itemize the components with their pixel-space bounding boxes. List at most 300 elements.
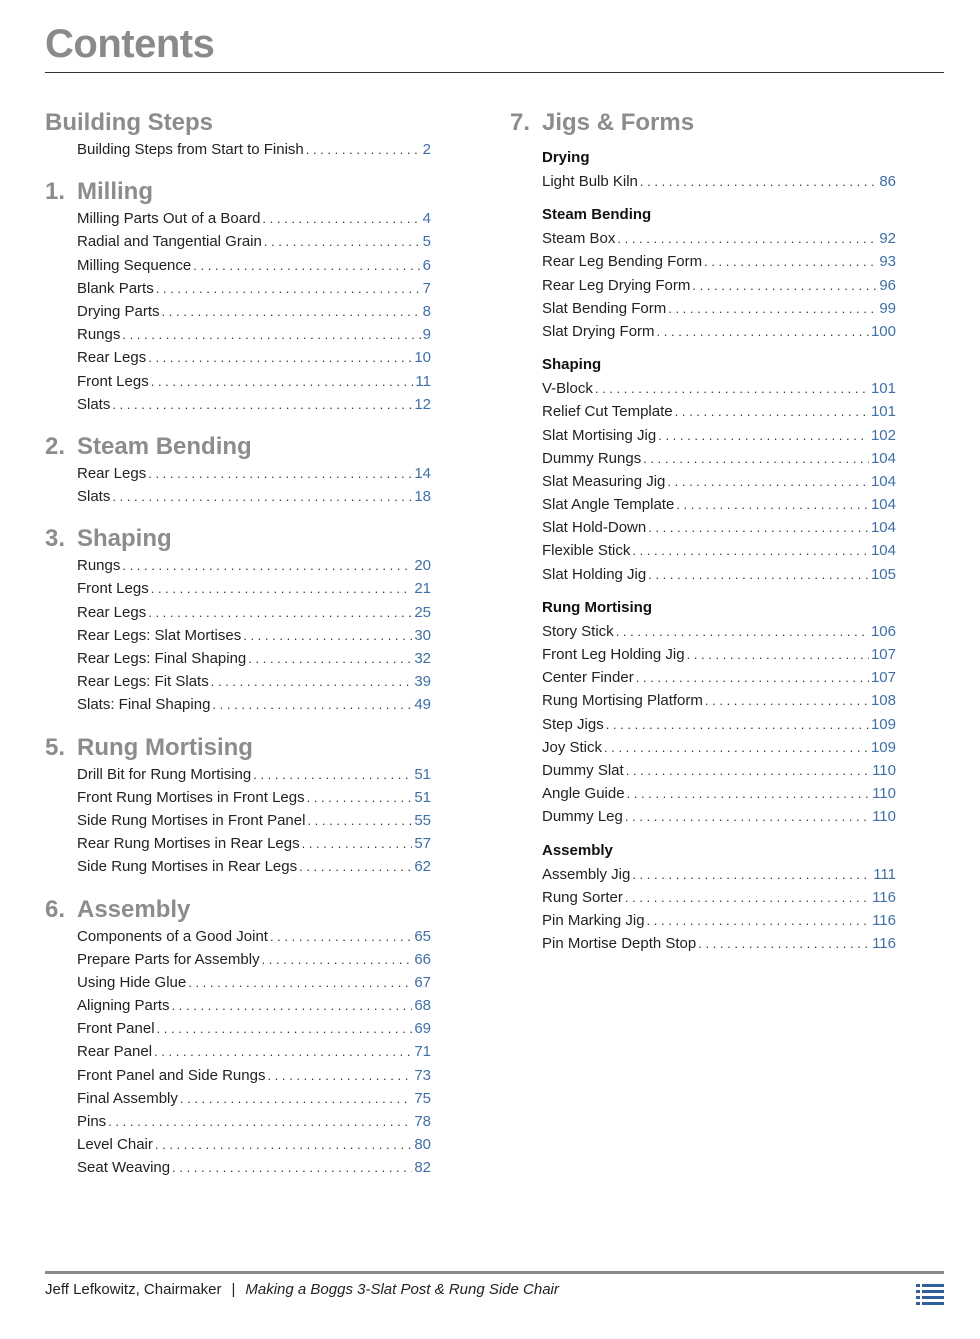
- dot-leader: [267, 1064, 412, 1087]
- toc-entry-label: Rear Legs: [77, 349, 147, 367]
- toc-entry-page[interactable]: 78: [414, 1113, 431, 1130]
- toc-entry-label: Rung Sorter: [542, 888, 623, 906]
- dot-leader: [151, 577, 413, 600]
- toc-entry-label: Drying Parts: [77, 302, 160, 320]
- toc-entry-label: Front Legs: [77, 372, 149, 390]
- toc-entry-page[interactable]: 93: [879, 253, 896, 271]
- dot-leader: [632, 539, 869, 562]
- toc-entry[interactable]: [77, 809, 431, 832]
- section-heading[interactable]: [45, 895, 431, 925]
- toc-entry[interactable]: [542, 424, 896, 447]
- toc-entry[interactable]: [542, 320, 896, 343]
- toc-entry[interactable]: [542, 563, 896, 586]
- toc-entry-label: Rear Legs: [77, 464, 147, 482]
- toc-entry-label: Slat Measuring Jig: [542, 472, 666, 490]
- dot-leader: [687, 643, 869, 666]
- toc-entry[interactable]: [77, 971, 431, 994]
- dot-leader: [299, 855, 412, 878]
- section-heading[interactable]: [45, 432, 431, 462]
- toc-entry[interactable]: [542, 666, 896, 689]
- dot-leader: [151, 370, 414, 393]
- toc-entry[interactable]: [542, 377, 896, 400]
- toc-entry[interactable]: [77, 462, 431, 485]
- toc-entry-page[interactable]: 71: [414, 1043, 431, 1061]
- toc-entry-page[interactable]: 102: [870, 426, 896, 444]
- footer-divider: [45, 1271, 944, 1274]
- toc-entry[interactable]: [542, 493, 896, 516]
- toc-entry-page[interactable]: 104: [870, 519, 896, 537]
- toc-entry[interactable]: [77, 693, 431, 716]
- dot-leader: [647, 909, 871, 932]
- toc-section: [45, 733, 431, 879]
- section-heading[interactable]: [45, 524, 431, 554]
- toc-entry[interactable]: [542, 400, 896, 423]
- dot-leader: [675, 400, 869, 423]
- section-groups: [510, 146, 896, 955]
- toc-entry[interactable]: [77, 948, 431, 971]
- toc-entry[interactable]: [77, 277, 431, 300]
- toc-entry[interactable]: [77, 855, 431, 878]
- dot-leader: [302, 832, 413, 855]
- toc-entry-page[interactable]: 25: [414, 603, 431, 621]
- dot-leader: [154, 1040, 412, 1063]
- section-title: Jigs & Forms: [542, 109, 695, 136]
- toc-entry-page[interactable]: 86: [879, 173, 896, 190]
- toc-entry-label: Center Finder: [542, 669, 634, 687]
- toc-entry-label: Rear Panel: [77, 1043, 153, 1061]
- toc-entry-page[interactable]: 82: [414, 1159, 431, 1177]
- toc-entry-page[interactable]: 104: [870, 472, 896, 490]
- toc-section: [45, 895, 431, 1180]
- dot-leader: [172, 994, 413, 1017]
- toc-entry-page[interactable]: 51: [414, 765, 431, 783]
- toc-entry-page[interactable]: 110: [872, 785, 896, 803]
- toc-entry-label: Drill Bit for Rung Mortising: [77, 765, 252, 783]
- toc-entry-page[interactable]: 21: [414, 580, 431, 598]
- dot-leader: [122, 554, 412, 577]
- toc-entry-label: Rear Legs: Fit Slats: [77, 673, 209, 691]
- toc-entry-page[interactable]: 116: [872, 935, 896, 953]
- footer-author: Jeff Lefkowitz, Chairmaker: [45, 1281, 222, 1298]
- dot-leader: [157, 1017, 413, 1040]
- dot-leader: [253, 763, 412, 786]
- toc-entry-label: Rear Rung Mortises in Rear Legs: [77, 835, 300, 853]
- toc-entry-page[interactable]: 55: [414, 811, 431, 829]
- toc-entry-page[interactable]: 65: [414, 927, 431, 945]
- toc-entry-page[interactable]: 80: [414, 1136, 431, 1154]
- toc-section: [45, 432, 431, 508]
- toc-entry-page[interactable]: 5: [422, 233, 431, 251]
- dot-leader: [306, 138, 421, 161]
- toc-entry-label: Slat Drying Form: [542, 322, 655, 340]
- dot-leader: [627, 782, 871, 805]
- dot-leader: [112, 393, 412, 416]
- toc-entry-label: Slat Holding Jig: [542, 565, 647, 583]
- toc-entry[interactable]: [77, 1133, 431, 1156]
- toc-entry-page[interactable]: 105: [870, 565, 896, 583]
- toc-entry-label: Rungs: [77, 326, 121, 344]
- dot-leader: [692, 274, 877, 297]
- dot-leader: [704, 250, 877, 273]
- dot-leader: [307, 809, 412, 832]
- toc-entry[interactable]: [542, 713, 896, 736]
- toc-entry-label: Side Rung Mortises in Front Panel: [77, 811, 306, 829]
- toc-entry[interactable]: [542, 886, 896, 909]
- toc-entry-label: Rear Legs: [77, 603, 147, 621]
- toc-entry-page[interactable]: 75: [414, 1089, 431, 1107]
- toc-entry-page[interactable]: 73: [414, 1066, 431, 1084]
- toc-entry-page[interactable]: 104: [870, 542, 896, 560]
- toc-entry-page[interactable]: 39: [414, 673, 431, 691]
- toc-subgroup: [542, 353, 896, 586]
- dot-leader: [657, 320, 869, 343]
- toc-entry-label: Front Legs: [77, 580, 149, 598]
- toc-entry-label: Final Assembly: [77, 1089, 178, 1107]
- toc-entry[interactable]: [542, 863, 896, 886]
- toc-entry[interactable]: [542, 932, 896, 955]
- section-entries: [45, 138, 431, 161]
- toc-entry[interactable]: [542, 805, 896, 828]
- toc-entry-page[interactable]: 109: [870, 715, 896, 733]
- toc-entry[interactable]: [77, 577, 431, 600]
- toc-entry-label: Dummy Leg: [542, 808, 623, 826]
- toc-section: [510, 108, 896, 955]
- toc-entry[interactable]: [77, 207, 431, 230]
- toc-entry-label: Pins: [77, 1113, 107, 1130]
- toc-entry[interactable]: [77, 601, 431, 624]
- toc-entry[interactable]: [77, 994, 431, 1017]
- section-entries: [45, 462, 431, 508]
- toc-entry-page[interactable]: 8: [422, 302, 431, 320]
- toc-entry-label: Rung Mortising Platform: [542, 692, 703, 710]
- toc-entry[interactable]: [77, 138, 431, 161]
- dot-leader: [108, 1110, 412, 1133]
- dot-leader: [212, 693, 412, 716]
- subgroup-heading[interactable]: Rung Mortising: [542, 598, 652, 616]
- toc-subgroup: [542, 839, 896, 956]
- section-entries: [45, 207, 431, 416]
- toc-entry[interactable]: [542, 170, 896, 193]
- subgroup-heading[interactable]: Drying: [542, 149, 590, 166]
- footer: [45, 1281, 559, 1298]
- dot-leader: [180, 1087, 412, 1110]
- toc-entry-label: Front Leg Holding Jig: [542, 646, 685, 663]
- toc-entry-label: Level Chair: [77, 1136, 153, 1154]
- dot-leader: [604, 736, 869, 759]
- toc-entry[interactable]: [77, 346, 431, 369]
- toc-entry[interactable]: [77, 1017, 431, 1040]
- subgroup-heading[interactable]: Shaping: [542, 356, 602, 374]
- dot-leader: [595, 377, 869, 400]
- section-number: 5.: [45, 733, 66, 761]
- toc-entry-page[interactable]: 116: [872, 911, 896, 929]
- toc-entry[interactable]: [542, 274, 896, 297]
- toc-entry-label: Milling Sequence: [77, 256, 192, 274]
- toc-entry[interactable]: [542, 620, 896, 643]
- toc-entry[interactable]: [542, 782, 896, 805]
- section-number: 1.: [45, 178, 66, 206]
- toc-entry-label: Slat Hold-Down: [542, 519, 647, 537]
- toc-entry-page[interactable]: 68: [414, 997, 431, 1015]
- dot-leader: [264, 230, 421, 253]
- toc-entry[interactable]: [542, 227, 896, 250]
- dot-leader: [262, 948, 413, 971]
- list-icon[interactable]: [916, 1284, 944, 1306]
- toc-entry-label: Blank Parts: [77, 279, 154, 297]
- toc-entry-label: Slats: [77, 395, 111, 413]
- dot-leader: [625, 886, 870, 909]
- dot-leader: [270, 925, 412, 948]
- toc-entry-page[interactable]: 20: [414, 557, 431, 575]
- dot-leader: [122, 323, 420, 346]
- toc-entry[interactable]: [77, 254, 431, 277]
- toc-entry-page[interactable]: 9: [422, 326, 431, 344]
- section-number: 3.: [45, 525, 66, 553]
- dot-leader: [648, 516, 869, 539]
- toc-entry-label: Slat Mortising Jig: [542, 426, 657, 444]
- section-title: Building Steps: [45, 109, 213, 136]
- toc-entry[interactable]: [542, 470, 896, 493]
- dot-leader: [211, 670, 413, 693]
- dot-leader: [676, 493, 869, 516]
- section-title: Rung Mortising: [77, 733, 253, 761]
- toc-left-column: [45, 108, 431, 1196]
- toc-entry[interactable]: [77, 1040, 431, 1063]
- dot-leader: [193, 254, 420, 277]
- section-title: Assembly: [77, 895, 191, 923]
- toc-entry-page[interactable]: 107: [870, 646, 896, 663]
- dot-leader: [636, 666, 869, 689]
- toc-entry-page[interactable]: 69: [414, 1020, 431, 1038]
- toc-entry-page[interactable]: 7: [422, 279, 431, 297]
- toc-entry-page[interactable]: 92: [879, 230, 896, 248]
- toc-entry-page[interactable]: 57: [414, 835, 431, 853]
- toc-entry[interactable]: [542, 447, 896, 470]
- dot-leader: [172, 1156, 412, 1179]
- toc-entry[interactable]: [542, 250, 896, 273]
- subgroup-heading[interactable]: Steam Bending: [542, 206, 652, 224]
- toc-entry[interactable]: [77, 624, 431, 647]
- toc-entry[interactable]: [77, 230, 431, 253]
- section-title: Steam Bending: [77, 432, 252, 460]
- toc-entry[interactable]: [77, 1064, 431, 1087]
- dot-leader: [617, 227, 877, 250]
- toc-entry-page[interactable]: 100: [870, 322, 896, 340]
- toc-entry-page[interactable]: 101: [870, 403, 896, 421]
- toc-entry-page[interactable]: 62: [414, 858, 431, 876]
- toc-entry[interactable]: [542, 297, 896, 320]
- toc-entry-page[interactable]: 51: [414, 788, 431, 806]
- section-heading[interactable]: [45, 108, 431, 138]
- dot-leader: [668, 297, 877, 320]
- section-heading[interactable]: [510, 108, 896, 138]
- toc-entry-label: Dummy Rungs: [542, 449, 642, 467]
- toc-entry-page[interactable]: 67: [414, 973, 431, 991]
- section-number: 2.: [45, 432, 66, 460]
- toc-entry[interactable]: [77, 763, 431, 786]
- section-entries: [45, 925, 431, 1180]
- dot-leader: [243, 624, 412, 647]
- toc-entry-page[interactable]: 2: [422, 141, 431, 158]
- toc-entry-label: Rear Legs: Slat Mortises: [77, 626, 242, 644]
- dot-leader: [148, 601, 412, 624]
- toc-entry-page[interactable]: 96: [879, 276, 896, 294]
- section-number: 7.: [510, 109, 531, 136]
- toc-entry[interactable]: [77, 300, 431, 323]
- toc-entry-label: Dummy Slat: [542, 761, 624, 779]
- section-heading[interactable]: [45, 733, 431, 763]
- toc-entry[interactable]: [77, 786, 431, 809]
- toc-entry-label: Angle Guide: [542, 785, 625, 803]
- section-entries: [45, 763, 431, 879]
- toc-entry-label: V-Block: [542, 380, 593, 398]
- toc-entry-page[interactable]: 111: [873, 865, 896, 883]
- section-entries: [45, 554, 431, 716]
- dot-leader: [148, 346, 412, 369]
- section-heading[interactable]: [45, 177, 431, 207]
- toc-entry-label: Slats: [77, 488, 111, 506]
- dot-leader: [626, 759, 870, 782]
- toc-entry-page[interactable]: 109: [870, 738, 896, 756]
- subgroup-heading[interactable]: Assembly: [542, 841, 613, 859]
- dot-leader: [307, 786, 413, 809]
- toc-entry-label: Radial and Tangential Grain: [77, 233, 262, 251]
- toc-entry[interactable]: [77, 323, 431, 346]
- toc-entry-page[interactable]: 4: [422, 210, 431, 228]
- toc-entry-page[interactable]: 14: [414, 464, 431, 482]
- toc-entry-label: Building Steps from Start to Finish: [77, 141, 304, 158]
- toc-entry[interactable]: [77, 1156, 431, 1179]
- section-title: Milling: [77, 178, 153, 206]
- toc-entry-page[interactable]: 32: [414, 650, 431, 667]
- toc-entry[interactable]: [542, 516, 896, 539]
- section-title: Shaping: [77, 525, 172, 553]
- toc-entry-page[interactable]: 10: [414, 349, 431, 367]
- toc-entry-label: Pin Marking Jig: [542, 911, 645, 929]
- toc-entry[interactable]: [542, 909, 896, 932]
- toc-entry-page[interactable]: 18: [414, 488, 431, 506]
- toc-entry-page[interactable]: 11: [415, 372, 431, 390]
- toc-entry-page[interactable]: 99: [879, 299, 896, 317]
- toc-entry[interactable]: [77, 832, 431, 855]
- dot-leader: [112, 485, 412, 508]
- toc-entry[interactable]: [77, 647, 431, 670]
- toc-entry-label: Assembly Jig: [542, 865, 631, 883]
- toc-entry-label: Relief Cut Template: [542, 403, 673, 421]
- dot-leader: [667, 470, 869, 493]
- page-title: Contents: [45, 22, 215, 66]
- toc-entry-page[interactable]: 12: [414, 395, 431, 413]
- toc-entry-label: Seat Weaving: [77, 1159, 171, 1177]
- toc-right-column: [510, 108, 896, 969]
- dot-leader: [640, 170, 877, 193]
- toc-entry-label: Rungs: [77, 557, 121, 575]
- toc-entry-page[interactable]: 66: [414, 950, 431, 968]
- toc-entry-page[interactable]: 49: [414, 696, 431, 714]
- dot-leader: [148, 462, 412, 485]
- toc-entry-page[interactable]: 106: [870, 622, 896, 640]
- toc-entry-page[interactable]: 116: [872, 888, 896, 906]
- toc-entry-label: Using Hide Glue: [77, 973, 187, 991]
- toc-entry-label: Rear Leg Drying Form: [542, 276, 691, 294]
- toc-entry-label: Story Stick: [542, 622, 614, 640]
- dot-leader: [632, 863, 871, 886]
- dot-leader: [616, 620, 869, 643]
- toc-entry-label: Front Panel: [77, 1020, 155, 1038]
- toc-entry[interactable]: [542, 539, 896, 562]
- toc-section: [45, 524, 431, 716]
- toc-entry[interactable]: [77, 554, 431, 577]
- toc-entry[interactable]: [77, 1087, 431, 1110]
- toc-entry-page[interactable]: 6: [422, 256, 431, 274]
- dot-leader: [698, 932, 870, 955]
- dot-leader: [705, 689, 869, 712]
- toc-entry-label: Pin Mortise Depth Stop: [542, 935, 697, 953]
- toc-subgroup: [542, 596, 896, 829]
- toc-entry[interactable]: [77, 925, 431, 948]
- dot-leader: [643, 447, 869, 470]
- toc-entry-label: Steam Box: [542, 230, 616, 248]
- dot-leader: [248, 647, 412, 670]
- toc-entry[interactable]: [77, 670, 431, 693]
- toc-entry[interactable]: [542, 736, 896, 759]
- toc-subgroup: [542, 203, 896, 343]
- dot-leader: [262, 207, 420, 230]
- toc-entry-page[interactable]: 108: [870, 692, 896, 710]
- toc-entry[interactable]: [542, 643, 896, 666]
- toc-entry-label: Step Jigs: [542, 715, 604, 733]
- toc-entry-page[interactable]: 110: [872, 808, 896, 826]
- toc-entry-page[interactable]: 30: [414, 626, 431, 644]
- dot-leader: [625, 805, 870, 828]
- toc-entry-page[interactable]: 101: [870, 380, 896, 398]
- toc-entry-page[interactable]: 110: [872, 761, 896, 779]
- toc-entry-label: Slat Angle Template: [542, 496, 675, 514]
- toc-entry-label: Front Panel and Side Rungs: [77, 1066, 266, 1084]
- toc-entry[interactable]: [77, 1110, 431, 1133]
- toc-subgroup: [542, 146, 896, 193]
- toc-entry-label: Joy Stick: [542, 738, 603, 756]
- dot-leader: [648, 563, 869, 586]
- toc-entry-page[interactable]: 107: [870, 669, 896, 687]
- toc-entry[interactable]: [542, 759, 896, 782]
- toc-entry-label: Rear Leg Bending Form: [542, 253, 703, 271]
- toc-entry[interactable]: [77, 393, 431, 416]
- toc-entry[interactable]: [542, 689, 896, 712]
- title-divider: [45, 72, 944, 73]
- toc-entry-label: Front Rung Mortises in Front Legs: [77, 788, 305, 806]
- toc-section: [45, 177, 431, 416]
- toc-entry-label: Side Rung Mortises in Rear Legs: [77, 858, 298, 876]
- toc-entry-label: Aligning Parts: [77, 997, 170, 1015]
- toc-entry-label: Slat Bending Form: [542, 299, 667, 317]
- dot-leader: [188, 971, 412, 994]
- footer-separator: |: [231, 1281, 236, 1298]
- toc-entry-label: Slats: Final Shaping: [77, 696, 211, 714]
- toc-entry-page[interactable]: 104: [870, 496, 896, 514]
- toc-entry-label: Milling Parts Out of a Board: [77, 210, 261, 228]
- toc-entry[interactable]: [77, 485, 431, 508]
- dot-leader: [155, 1133, 412, 1156]
- dot-leader: [162, 300, 421, 323]
- dot-leader: [156, 277, 421, 300]
- toc-entry-page[interactable]: 104: [870, 449, 896, 467]
- toc-section: [45, 108, 431, 161]
- footer-book-title: Making a Boggs 3-Slat Post & Rung Side Chair: [245, 1281, 559, 1298]
- toc-entry[interactable]: [77, 370, 431, 393]
- dot-leader: [606, 713, 869, 736]
- toc-entry-label: Components of a Good Joint: [77, 927, 268, 945]
